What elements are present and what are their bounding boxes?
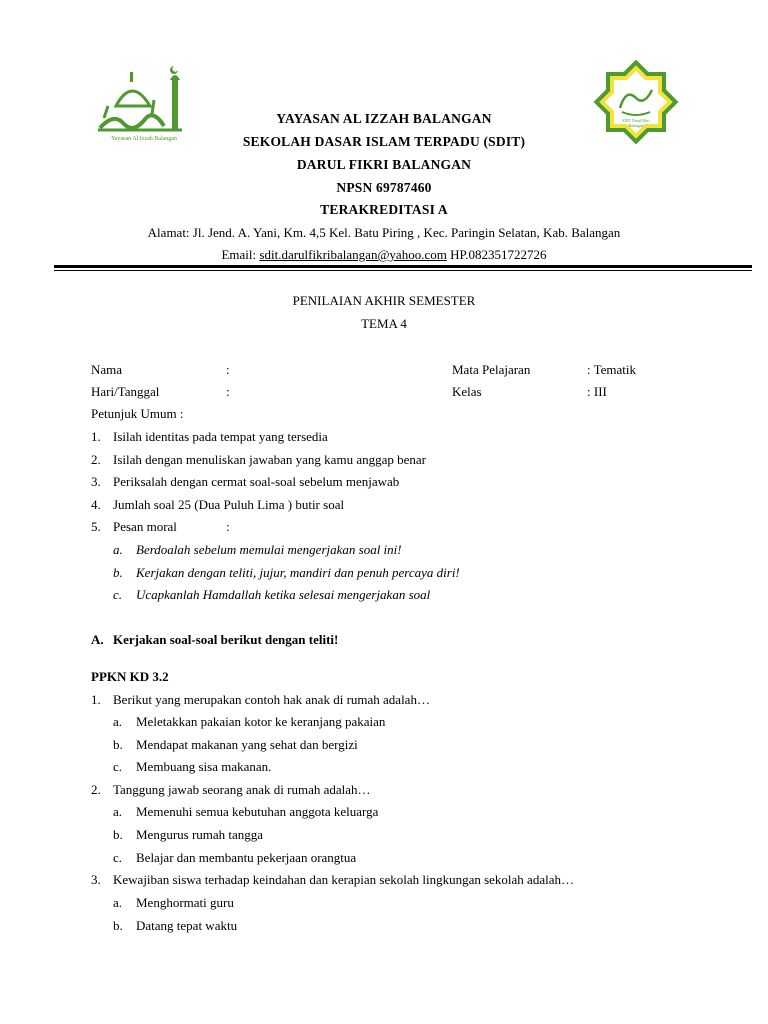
section-label: A.	[91, 632, 104, 647]
instruction-text: Pesan moral	[113, 519, 177, 534]
question-num: 2.	[91, 782, 101, 797]
option-letter: a.	[113, 714, 123, 729]
address: Alamat: Jl. Jend. A. Yani, Km. 4,5 Kel. Batu Piring , Kec. Paringin Selatan, Kab. Balangan	[147, 225, 621, 240]
header-divider-thick	[54, 265, 752, 268]
school-name: DARUL FIKRI BALANGAN	[296, 157, 472, 172]
option-text: Meletakkan pakaian kotor ke keranjang pakaian	[136, 714, 386, 729]
contact-line	[0, 247, 768, 263]
moral-letter: a.	[113, 542, 123, 557]
option-text: Mendapat makanan yang sehat dan bergizi	[136, 737, 358, 752]
option-text: Mengurus rumah tangga	[136, 827, 264, 842]
hari-label: Hari/Tanggal	[91, 384, 160, 399]
nama-colon: :	[226, 362, 230, 377]
svg-text:Yayasan Al Izzah Balangan: Yayasan Al Izzah Balangan	[111, 136, 177, 142]
instruction-colon: :	[226, 519, 230, 534]
option-text: Belajar dan membantu pekerjaan orangtua	[136, 850, 357, 865]
foundation-name: YAYASAN AL IZZAH BALANGAN	[276, 111, 492, 126]
option-text: Membuang sisa makanan.	[136, 759, 272, 774]
npsn: NPSN 69787460	[336, 180, 432, 195]
exam-theme: TEMA 4	[361, 316, 407, 331]
sdit-darul-fikri-logo	[588, 60, 684, 144]
instruction-text: Periksalah dengan cermat soal-soal sebelum menjawab	[113, 474, 400, 489]
question-text: Berikut yang merupakan contoh hak anak di rumah adalah…	[113, 692, 430, 707]
section-title: Kerjakan soal-soal berikut dengan teliti!	[113, 632, 339, 647]
instruction-num: 2.	[91, 452, 101, 467]
moral-text: Kerjakan dengan teliti, jujur, mandiri dan penuh percaya diri!	[136, 565, 460, 580]
option-letter: b.	[113, 827, 123, 842]
svg-text:Balangan: Balangan	[628, 123, 644, 128]
school-type: SEKOLAH DASAR ISLAM TERPADU (SDIT)	[242, 134, 526, 149]
kelas-value: : III	[587, 384, 607, 399]
mapel-value: : Tematik	[587, 362, 637, 377]
subject-heading: PPKN KD 3.2	[91, 669, 169, 684]
option-text: Datang tepat waktu	[136, 918, 238, 933]
option-letter: a.	[113, 895, 123, 910]
exam-title: PENILAIAN AKHIR SEMESTER	[292, 293, 476, 308]
option-text: Menghormati guru	[136, 895, 234, 910]
option-letter: a.	[113, 804, 123, 819]
instruction-text: Jumlah soal 25 (Dua Puluh Lima ) butir soal	[113, 497, 345, 512]
moral-text: Ucapkanlah Hamdallah ketika selesai mengerjakan soal	[136, 587, 431, 602]
instruction-num: 4.	[91, 497, 101, 512]
moral-letter: b.	[113, 565, 123, 580]
instruction-text: Isilah identitas pada tempat yang tersedia	[113, 429, 328, 444]
instruction-text: Isilah dengan menuliskan jawaban yang kamu anggap benar	[113, 452, 426, 467]
option-text: Memenuhi semua kebutuhan anggota keluarga	[136, 804, 379, 819]
header-divider-thin	[54, 270, 752, 271]
instruction-num: 1.	[91, 429, 101, 444]
instructions-heading: Petunjuk Umum :	[91, 406, 184, 421]
moral-letter: c.	[113, 587, 123, 602]
option-letter: c.	[113, 759, 123, 774]
accreditation: TERAKREDITASI A	[320, 202, 448, 217]
nama-label: Nama	[91, 362, 123, 377]
hari-colon: :	[226, 384, 230, 399]
question-num: 3.	[91, 872, 101, 887]
svg-text:SDIT Darul Fikri: SDIT Darul Fikri	[622, 118, 650, 123]
question-num: 1.	[91, 692, 101, 707]
option-letter: b.	[113, 918, 123, 933]
instruction-num: 5.	[91, 519, 101, 534]
question-text: Tanggung jawab seorang anak di rumah adalah…	[113, 782, 371, 797]
option-letter: b.	[113, 737, 123, 752]
question-text: Kewajiban siswa terhadap keindahan dan kerapian sekolah lingkungan sekolah adalah…	[113, 872, 574, 887]
instruction-num: 3.	[91, 474, 101, 489]
moral-text: Berdoalah sebelum memulai mengerjakan soal ini!	[136, 542, 402, 557]
email-label: Email:	[221, 247, 257, 262]
mapel-label: Mata Pelajaran	[452, 362, 531, 377]
kelas-label: Kelas	[452, 384, 482, 399]
email-link[interactable]: sdit.darulfikribalangan@yahoo.com	[259, 247, 447, 262]
phone: HP.082351722726	[450, 247, 547, 262]
option-letter: c.	[113, 850, 123, 865]
